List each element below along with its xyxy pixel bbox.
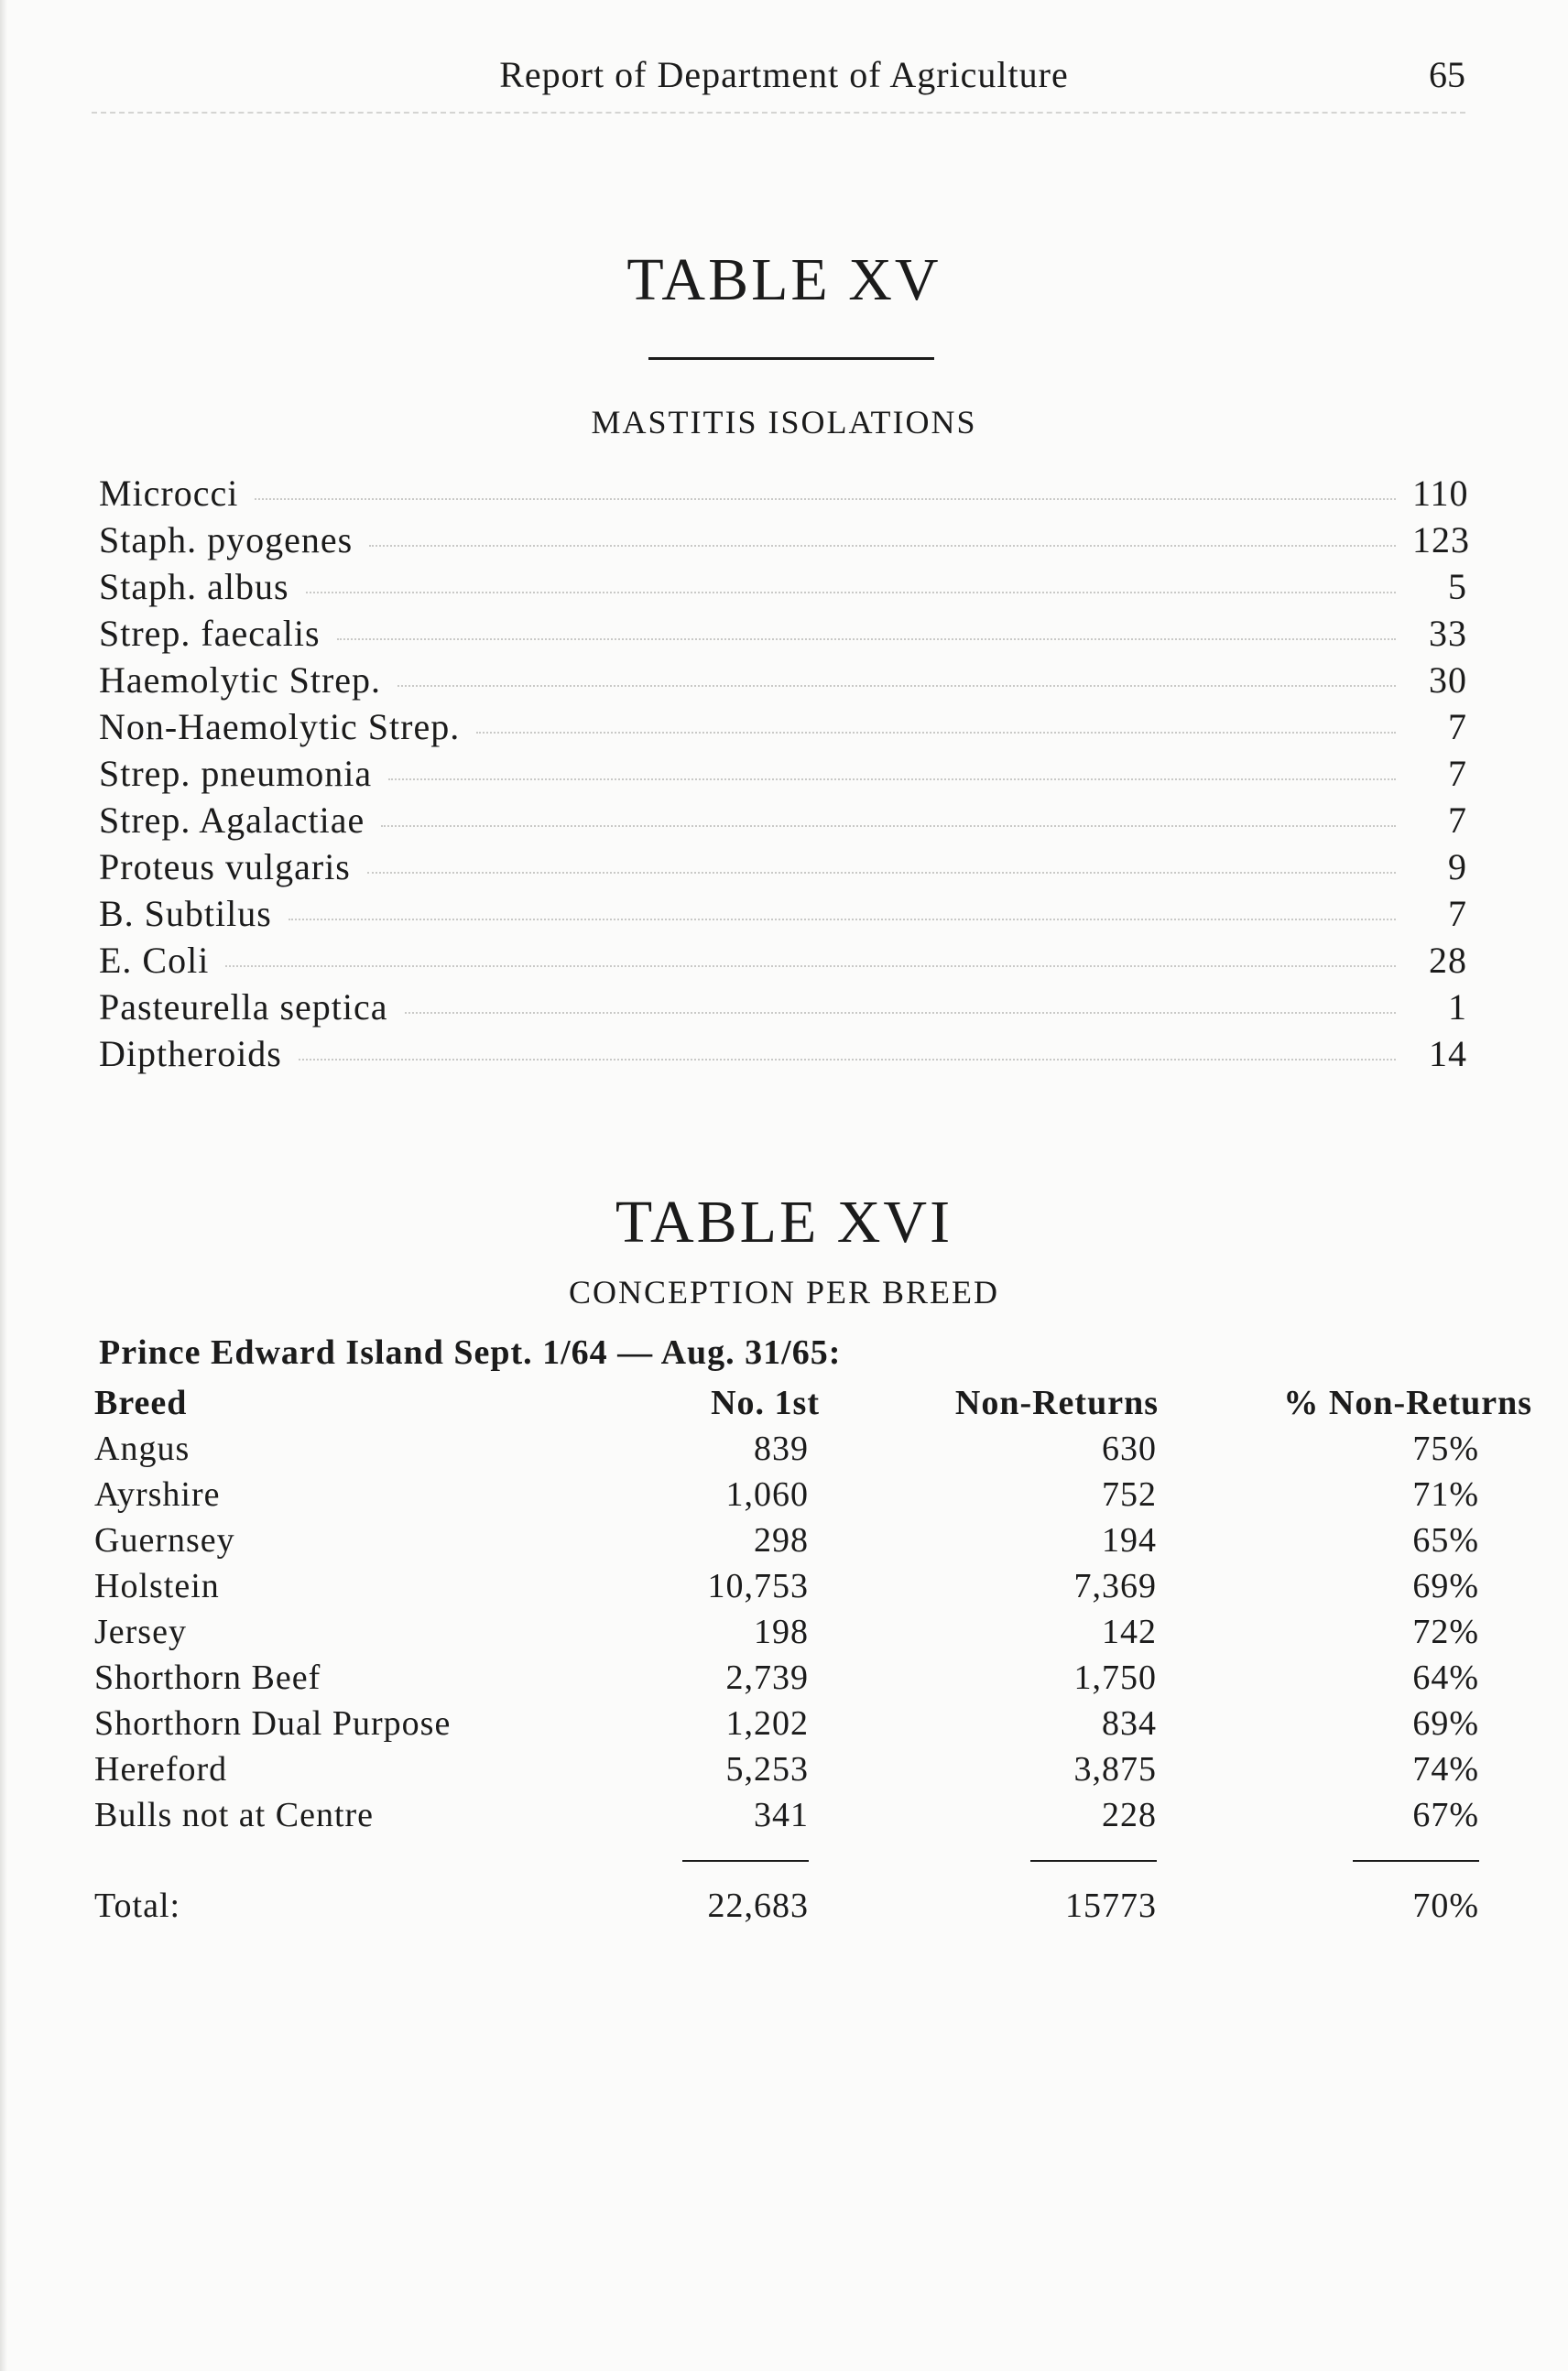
- pct-non-returns-value: 64%: [1412, 1659, 1479, 1697]
- isolation-count: 110: [1412, 473, 1469, 514]
- breed-name: Jersey: [94, 1613, 187, 1651]
- isolation-count: 5: [1448, 566, 1467, 607]
- table-xvi-period: Prince Edward Island Sept. 1/64 — Aug. 31/65:: [99, 1333, 842, 1372]
- running-title: Report of Department of Agriculture: [499, 54, 1069, 95]
- pct-non-returns-value: 75%: [1412, 1430, 1479, 1468]
- isolation-count: 30: [1429, 659, 1467, 701]
- no-1st-value: 198: [754, 1613, 809, 1651]
- breed-row: [94, 1701, 1532, 1746]
- breed-name: Bulls not at Centre: [94, 1796, 375, 1834]
- total-pct-non-returns: 70%: [1412, 1887, 1479, 1925]
- sum-rules-row: [94, 1838, 1532, 1878]
- breed-name: Shorthorn Beef: [94, 1659, 321, 1697]
- no-1st-value: 341: [754, 1796, 809, 1834]
- no-1st-value: 10,753: [707, 1567, 809, 1605]
- page-number: 65: [1429, 54, 1465, 95]
- isolation-count: 1: [1448, 986, 1467, 1028]
- table-xv-subtitle: MASTITIS ISOLATIONS: [591, 404, 977, 440]
- column-header-pct-non-returns: % Non-Returns: [1283, 1384, 1532, 1422]
- non-returns-value: 834: [1102, 1704, 1157, 1743]
- organism-name: Microcci: [99, 473, 239, 514]
- breed-row: [94, 1472, 1532, 1517]
- table-xvi-subtitle: CONCEPTION PER BREED: [568, 1274, 1000, 1311]
- dot-leader: [367, 872, 1396, 874]
- header-rule: [92, 112, 1465, 114]
- non-returns-value: 630: [1102, 1430, 1157, 1468]
- isolation-count: 9: [1448, 846, 1467, 887]
- dot-leader: [369, 545, 1396, 547]
- isolation-row: [99, 892, 1467, 939]
- non-returns-value: 3,875: [1073, 1750, 1157, 1789]
- total-label: Total:: [94, 1887, 181, 1925]
- dot-leader: [289, 919, 1396, 920]
- breed-row: [94, 1746, 1532, 1792]
- organism-name: Proteus vulgaris: [99, 846, 351, 887]
- pct-non-returns-value: 69%: [1412, 1567, 1479, 1605]
- sum-rule-non-returns: [820, 1838, 1159, 1878]
- table-xvi-title: TABLE XVI: [615, 1189, 953, 1256]
- sum-rule-no-1st: [589, 1838, 820, 1878]
- dot-leader: [388, 778, 1396, 780]
- organism-name: Staph. albus: [99, 566, 289, 607]
- no-1st-value: 1,060: [725, 1475, 809, 1514]
- no-1st-value: 839: [754, 1430, 809, 1468]
- dot-leader: [381, 825, 1396, 827]
- breed-name: Shorthorn Dual Purpose: [94, 1704, 452, 1743]
- sum-rule-spacer: [94, 1838, 589, 1878]
- total-row: [94, 1878, 1532, 1933]
- organism-name: Diptheroids: [99, 1033, 282, 1074]
- total-no-1st: 22,683: [707, 1887, 809, 1925]
- breed-row: [94, 1563, 1532, 1609]
- isolation-row: [99, 705, 1467, 752]
- pct-non-returns-value: 72%: [1412, 1613, 1479, 1651]
- pct-non-returns-value: 69%: [1412, 1704, 1479, 1743]
- column-header-no-1st: No. 1st: [711, 1384, 820, 1422]
- isolation-row: [99, 752, 1467, 799]
- organism-name: Haemolytic Strep.: [99, 659, 382, 701]
- breed-name: Guernsey: [94, 1521, 235, 1560]
- conception-per-breed-table: [94, 1380, 1532, 1933]
- breed-row: [94, 1655, 1532, 1701]
- dot-leader: [255, 498, 1396, 500]
- dot-leader: [299, 1059, 1396, 1060]
- no-1st-value: 1,202: [725, 1704, 809, 1743]
- isolation-row: [99, 939, 1467, 985]
- isolation-count: 7: [1448, 706, 1467, 747]
- organism-name: Non-Haemolytic Strep.: [99, 706, 461, 747]
- isolation-row: [99, 985, 1467, 1032]
- mastitis-isolations-list: [99, 472, 1470, 1079]
- isolation-count: 123: [1412, 519, 1470, 560]
- organism-name: Pasteurella septica: [99, 986, 388, 1028]
- breed-row: [94, 1609, 1532, 1655]
- breed-name: Ayrshire: [94, 1475, 221, 1514]
- isolation-count: 33: [1429, 613, 1467, 654]
- no-1st-value: 5,253: [725, 1750, 809, 1789]
- sum-rule-pct: [1159, 1838, 1532, 1878]
- dot-leader: [337, 638, 1396, 640]
- isolation-row: [99, 845, 1467, 892]
- organism-name: Strep. pneumonia: [99, 753, 373, 794]
- isolation-count: 7: [1448, 893, 1467, 934]
- isolation-row: [99, 1032, 1467, 1079]
- pct-non-returns-value: 65%: [1412, 1521, 1479, 1560]
- isolation-row: [99, 565, 1467, 612]
- organism-name: Staph. pyogenes: [99, 519, 354, 560]
- dot-leader: [397, 685, 1396, 687]
- isolation-count: 14: [1429, 1033, 1467, 1074]
- isolation-row: [99, 612, 1467, 658]
- dot-leader: [405, 1012, 1396, 1014]
- isolation-row: [99, 658, 1467, 705]
- column-header-non-returns: Non-Returns: [954, 1384, 1159, 1422]
- no-1st-value: 2,739: [725, 1659, 809, 1697]
- table-xv-title: TABLE XV: [626, 246, 942, 313]
- pct-non-returns-value: 74%: [1412, 1750, 1479, 1789]
- non-returns-value: 142: [1102, 1613, 1157, 1651]
- non-returns-value: 194: [1102, 1521, 1157, 1560]
- dot-leader: [306, 592, 1396, 593]
- breed-name: Holstein: [94, 1567, 220, 1605]
- total-non-returns: 15773: [1065, 1887, 1157, 1925]
- non-returns-value: 7,369: [1073, 1567, 1157, 1605]
- isolation-row: [99, 799, 1467, 845]
- isolation-count: 7: [1448, 753, 1467, 794]
- pct-non-returns-value: 71%: [1412, 1475, 1479, 1514]
- running-head: [0, 53, 1568, 108]
- breed-row: [94, 1517, 1532, 1563]
- dot-leader: [225, 965, 1396, 967]
- organism-name: Strep. Agalactiae: [99, 799, 365, 841]
- non-returns-value: 1,750: [1073, 1659, 1157, 1697]
- organism-name: E. Coli: [99, 940, 210, 981]
- breed-name: Hereford: [94, 1750, 228, 1789]
- isolation-row: [99, 518, 1470, 565]
- isolation-count: 7: [1448, 799, 1467, 841]
- pct-non-returns-value: 67%: [1412, 1796, 1479, 1834]
- breed-row: [94, 1426, 1532, 1472]
- column-header-breed: Breed: [94, 1384, 188, 1422]
- table-header-row: [94, 1380, 1532, 1426]
- breed-table-body: [94, 1426, 1532, 1838]
- isolation-row: [99, 472, 1467, 518]
- breed-row: [94, 1792, 1532, 1838]
- page-edge-shadow: [0, 0, 7, 2371]
- table-xv-title-rule: [648, 357, 934, 360]
- organism-name: Strep. faecalis: [99, 613, 321, 654]
- isolation-count: 28: [1429, 940, 1467, 981]
- non-returns-value: 752: [1102, 1475, 1157, 1514]
- dot-leader: [476, 732, 1396, 734]
- organism-name: B. Subtilus: [99, 893, 272, 934]
- breed-name: Angus: [94, 1430, 191, 1468]
- non-returns-value: 228: [1102, 1796, 1157, 1834]
- no-1st-value: 298: [754, 1521, 809, 1560]
